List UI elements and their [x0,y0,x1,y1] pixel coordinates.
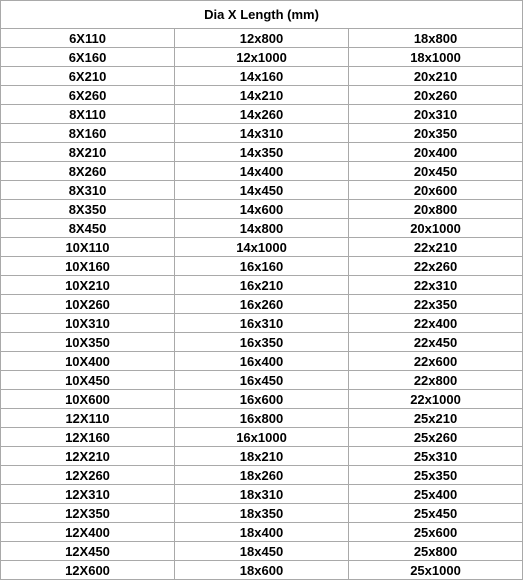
table-cell: 25x210 [349,409,523,428]
table-cell: 8X110 [1,105,175,124]
table-cell: 16x210 [175,276,349,295]
table-cell: 12X310 [1,485,175,504]
table-cell: 14x210 [175,86,349,105]
table-cell: 18x600 [175,561,349,580]
table-cell: 10X600 [1,390,175,409]
table-row [1,238,523,257]
table-cell: 16x600 [175,390,349,409]
table-row [1,504,523,523]
table-row [1,67,523,86]
table-cell: 25x350 [349,466,523,485]
table-cell: 14x310 [175,124,349,143]
table-cell: 14x600 [175,200,349,219]
table-row [1,124,523,143]
table-row [1,143,523,162]
table-cell: 12X350 [1,504,175,523]
table-cell: 25x260 [349,428,523,447]
table-row [1,29,523,48]
table-cell: 20x310 [349,105,523,124]
table-cell: 10X160 [1,257,175,276]
table-cell: 12X260 [1,466,175,485]
table-cell: 6X260 [1,86,175,105]
table-row [1,390,523,409]
table-cell: 18x1000 [349,48,523,67]
table-cell: 22x310 [349,276,523,295]
table-cell: 8X210 [1,143,175,162]
table-cell: 10X110 [1,238,175,257]
table-cell: 16x260 [175,295,349,314]
table-row [1,200,523,219]
table-cell: 20x350 [349,124,523,143]
table-cell: 14x450 [175,181,349,200]
table-row [1,257,523,276]
table-cell: 16x800 [175,409,349,428]
table-row [1,333,523,352]
table-row [1,466,523,485]
table-row [1,181,523,200]
table-cell: 20x260 [349,86,523,105]
table-row [1,86,523,105]
table-cell: 16x1000 [175,428,349,447]
table-cell: 10X350 [1,333,175,352]
table-cell: 10X450 [1,371,175,390]
table-row [1,542,523,561]
table-cell: 12x1000 [175,48,349,67]
table-cell: 8X260 [1,162,175,181]
table-cell: 6X210 [1,67,175,86]
table-cell: 16x310 [175,314,349,333]
table-cell: 12X160 [1,428,175,447]
table-cell: 14x400 [175,162,349,181]
table-cell: 25x400 [349,485,523,504]
table-cell: 6X160 [1,48,175,67]
table-cell: 18x310 [175,485,349,504]
table-cell: 16x160 [175,257,349,276]
table-cell: 18x210 [175,447,349,466]
table-cell: 18x450 [175,542,349,561]
table-cell: 12x800 [175,29,349,48]
table-cell: 10X260 [1,295,175,314]
table-cell: 25x310 [349,447,523,466]
table-cell: 22x600 [349,352,523,371]
table-cell: 20x1000 [349,219,523,238]
table-cell: 10X310 [1,314,175,333]
table-cell: 10X210 [1,276,175,295]
table-cell: 14x350 [175,143,349,162]
table-cell: 22x350 [349,295,523,314]
table-row [1,561,523,580]
table-cell: 18x350 [175,504,349,523]
table-row [1,485,523,504]
table-cell: 25x800 [349,542,523,561]
table-cell: 22x260 [349,257,523,276]
table-cell: 12X450 [1,542,175,561]
table-cell: 12X110 [1,409,175,428]
table-cell: 16x350 [175,333,349,352]
table-cell: 20x210 [349,67,523,86]
table-cell: 18x800 [349,29,523,48]
table-cell: 18x260 [175,466,349,485]
table-row [1,523,523,542]
table-cell: 20x800 [349,200,523,219]
table-cell: 25x450 [349,504,523,523]
table-cell: 14x160 [175,67,349,86]
table-cell: 25x600 [349,523,523,542]
table-cell: 16x400 [175,352,349,371]
table-cell: 20x600 [349,181,523,200]
table-row [1,409,523,428]
table-row [1,219,523,238]
table-row [1,447,523,466]
table-cell: 22x800 [349,371,523,390]
table-row [1,276,523,295]
table-cell: 20x400 [349,143,523,162]
table-body [1,29,523,580]
table-cell: 8X310 [1,181,175,200]
table-cell: 22x400 [349,314,523,333]
table-cell: 16x450 [175,371,349,390]
table-cell: 8X450 [1,219,175,238]
table-cell: 14x800 [175,219,349,238]
table-cell: 12X600 [1,561,175,580]
table-cell: 22x210 [349,238,523,257]
table-row [1,352,523,371]
table-row [1,428,523,447]
table-cell: 10X400 [1,352,175,371]
header-row [1,1,523,29]
table-cell: 18x400 [175,523,349,542]
table-row [1,314,523,333]
table-row [1,48,523,67]
table-cell: 14x1000 [175,238,349,257]
table-cell: 14x260 [175,105,349,124]
table-cell: 22x1000 [349,390,523,409]
table-row [1,295,523,314]
table-cell: 22x450 [349,333,523,352]
table-cell: 8X350 [1,200,175,219]
table-header: Dia X Length (mm) [1,1,523,29]
table-row [1,105,523,124]
table-cell: 25x1000 [349,561,523,580]
table-row [1,371,523,390]
table-cell: 8X160 [1,124,175,143]
table-cell: 20x450 [349,162,523,181]
table-cell: 12X210 [1,447,175,466]
table-row [1,162,523,181]
table-cell: 6X110 [1,29,175,48]
table-cell: 12X400 [1,523,175,542]
